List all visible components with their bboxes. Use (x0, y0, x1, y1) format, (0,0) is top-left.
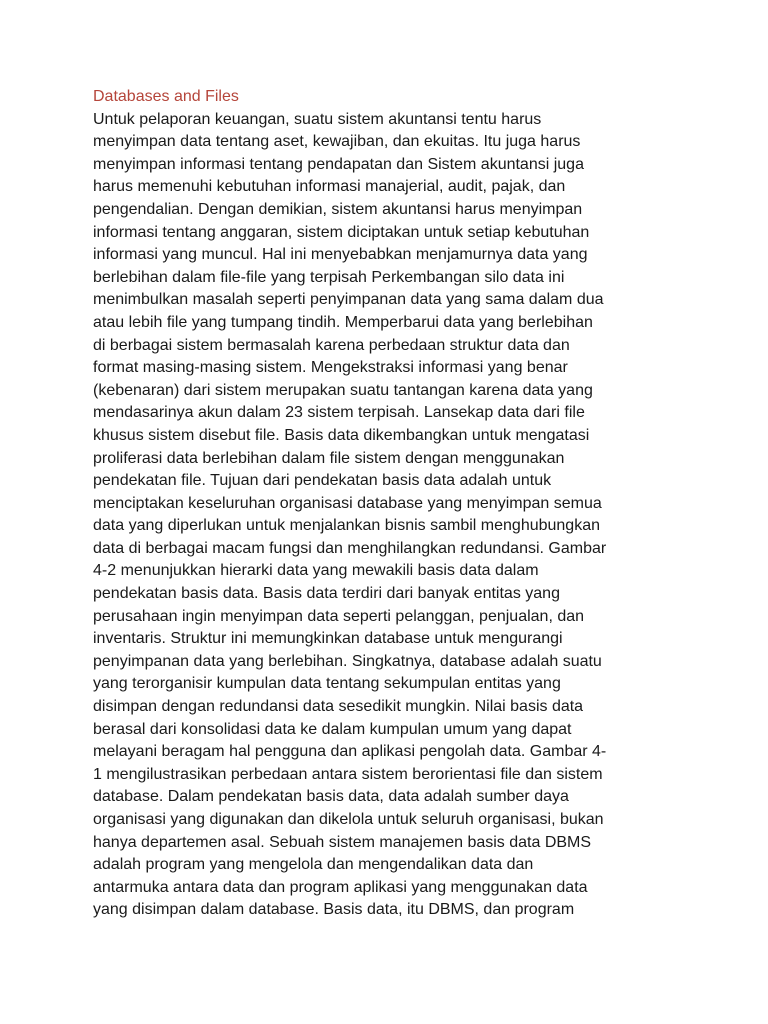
text-line: menyimpan informasi tentang pendapatan dan Sistem akuntansi juga (93, 155, 584, 173)
text-line: pendekatan file. Tujuan dari pendekatan basis data adalah untuk (93, 472, 552, 490)
text-line: yang disimpan dalam database. Basis data, itu DBMS, dan program (93, 901, 575, 919)
document-page (93, 86, 683, 922)
text-line: yang terorganisir kumpulan data tentang sekumpulan entitas yang (93, 675, 561, 693)
text-line: proliferasi data berlebihan dalam file sistem dengan menggunakan (93, 449, 565, 467)
text-line: 4-2 menunjukkan hierarki data yang mewakili basis data dalam (93, 562, 539, 580)
text-line: menyimpan data tentang aset, kewajiban, dan ekuitas. Itu juga harus (93, 133, 581, 151)
text-line: penyimpanan data yang berlebihan. Singkatnya, database adalah suatu (93, 652, 602, 670)
text-line: data yang diperlukan untuk menjalankan bisnis sambil menghubungkan (93, 517, 600, 535)
text-line: (kebenaran) dari sistem merupakan suatu tantangan karena data yang (93, 381, 593, 399)
text-line: informasi yang muncul. Hal ini menyebabkan menjamurnya data yang (93, 246, 588, 264)
text-line: menciptakan keseluruhan organisasi database yang menyimpan semua (93, 494, 602, 512)
text-line: pendekatan basis data. Basis data terdiri dari banyak entitas yang (93, 585, 560, 603)
text-line: melayani beragam hal pengguna dan aplikasi pengolah data. Gambar 4- (93, 743, 607, 761)
text-line: hanya departemen asal. Sebuah sistem manajemen basis data DBMS (93, 833, 592, 851)
text-line: perusahaan ingin menyimpan data seperti pelanggan, penjualan, dan (93, 607, 585, 625)
text-line: inventaris. Struktur ini memungkinkan database untuk mengurangi (93, 630, 563, 648)
text-line: di berbagai sistem bermasalah karena perbedaan struktur data dan (93, 336, 570, 354)
body-paragraph (93, 109, 683, 922)
text-line: harus memenuhi kebutuhan informasi manajerial, audit, pajak, dan (93, 178, 566, 196)
text-line: adalah program yang mengelola dan mengendalikan data dan (93, 856, 534, 874)
text-line: disimpan dengan redundansi data sesedikit mungkin. Nilai basis data (93, 698, 584, 716)
text-line: khusus sistem disebut file. Basis data dikembangkan untuk mengatasi (93, 426, 590, 444)
section-heading: Databases and Files (93, 88, 239, 105)
text-line: menimbulkan masalah seperti penyimpanan data yang sama dalam dua (93, 291, 604, 309)
text-line: mendasarinya akun dalam 23 sistem terpisah. Lansekap data dari file (93, 404, 585, 422)
text-line: format masing-masing sistem. Mengekstraksi informasi yang benar (93, 359, 568, 377)
text-line: 1 mengilustrasikan perbedaan antara sistem berorientasi file dan sistem (93, 765, 603, 783)
text-line: atau lebih file yang tumpang tindih. Memperbarui data yang berlebihan (93, 313, 593, 331)
text-line: organisasi yang digunakan dan dikelola untuk seluruh organisasi, bukan (93, 811, 604, 828)
text-line: berlebihan dalam file-file yang terpisah Perkembangan silo data ini (93, 268, 565, 286)
text-line: pengendalian. Dengan demikian, sistem akuntansi harus menyimpan (93, 200, 583, 218)
text-line: database. Dalam pendekatan basis data, data adalah sumber daya (93, 788, 569, 806)
text-line: Untuk pelaporan keuangan, suatu sistem akuntansi tentu harus (93, 110, 542, 128)
text-line: informasi tentang anggaran, sistem diciptakan untuk setiap kebutuhan (93, 223, 590, 241)
text-line: berasal dari konsolidasi data ke dalam kumpulan umum yang dapat (93, 720, 572, 738)
text-line: antarmuka antara data dan program aplikasi yang menggunakan data (93, 878, 588, 896)
text-line: data di berbagai macam fungsi dan menghilangkan redundansi. Gambar (93, 539, 607, 557)
